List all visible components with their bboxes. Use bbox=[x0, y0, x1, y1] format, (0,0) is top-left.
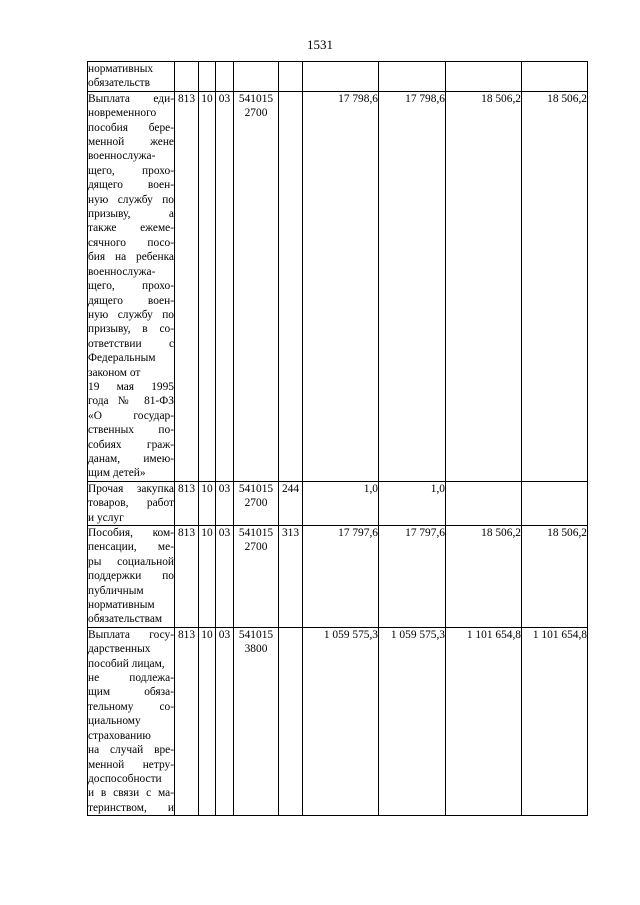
amount-3 bbox=[446, 481, 522, 525]
ministry-code: 813 bbox=[175, 481, 199, 525]
target-article-code: 541015 2700 bbox=[234, 481, 279, 525]
amount-3: 1 101 654,8 bbox=[446, 627, 522, 815]
section-code: 10 bbox=[199, 627, 216, 815]
expense-type-code bbox=[279, 91, 303, 481]
section-code: 10 bbox=[199, 91, 216, 481]
budget-table bbox=[87, 61, 588, 816]
amount-3: 18 506,2 bbox=[446, 91, 522, 481]
page-number: 1531 bbox=[307, 37, 333, 52]
amount-3 bbox=[446, 62, 522, 92]
line-item-name: Пособия, ком- пенсации, ме- ры социальной поддержки по публичным нормативным обязательствам bbox=[88, 527, 174, 626]
expense-type-code bbox=[279, 62, 303, 92]
subsection-code: 03 bbox=[216, 627, 234, 815]
subsection-code: 03 bbox=[216, 526, 234, 628]
line-item-name: Выплата еди- новременного пособия бере- менной жене военнослужа- щего, прохо- дящего воен- ную службу по призыву, а также ежеме- сячного посо- бия на ребенка военнослужа- щего, прохо- дящего воен- ную службу по призыву, в со- ответствии с Федеральным законом от 19 мая 1995 года № 81-ФЗ «О государ- ственных по- собиях граж- данам, имею- щим детей» bbox=[88, 92, 174, 480]
subsection-code: 03 bbox=[216, 91, 234, 481]
target-article-code bbox=[234, 62, 279, 92]
table-row bbox=[88, 91, 588, 481]
ministry-code: 813 bbox=[175, 627, 199, 815]
amount-4: 1 101 654,8 bbox=[522, 627, 588, 815]
table-row bbox=[88, 62, 588, 92]
table-row bbox=[88, 481, 588, 525]
line-item-name: Выплата госу- дарственных пособий лицам, не подлежа- щим обяза- тельному со- циальному страхованию на случай вре- менной нетру- доспособности и в связи с ма- теринством, и bbox=[88, 628, 174, 814]
amount-4: 18 506,2 bbox=[522, 91, 588, 481]
amount-4 bbox=[522, 481, 588, 525]
ministry-code: 813 bbox=[175, 91, 199, 481]
target-article-code: 541015 2700 bbox=[234, 526, 279, 628]
line-item-name: нормативных обязательств bbox=[88, 62, 175, 92]
expense-type-code: 313 bbox=[279, 526, 303, 628]
amount-2: 1 059 575,3 bbox=[379, 627, 446, 815]
amount-1: 17 797,6 bbox=[303, 526, 379, 628]
amount-1: 17 798,6 bbox=[303, 91, 379, 481]
expense-type-code: 244 bbox=[279, 481, 303, 525]
table-row bbox=[88, 526, 588, 628]
amount-4 bbox=[522, 62, 588, 92]
table-row bbox=[88, 627, 588, 815]
target-article-code: 541015 2700 bbox=[234, 91, 279, 481]
section-code: 10 bbox=[199, 481, 216, 525]
target-article-code: 541015 3800 bbox=[234, 627, 279, 815]
amount-3: 18 506,2 bbox=[446, 526, 522, 628]
amount-2: 1,0 bbox=[379, 481, 446, 525]
subsection-code bbox=[216, 62, 234, 92]
amount-1: 1 059 575,3 bbox=[303, 627, 379, 815]
amount-4: 18 506,2 bbox=[522, 526, 588, 628]
section-code: 10 bbox=[199, 526, 216, 628]
amount-2: 17 797,6 bbox=[379, 526, 446, 628]
line-item-name: Прочая закупка товаров, работ и услуг bbox=[88, 482, 174, 524]
ministry-code: 813 bbox=[175, 526, 199, 628]
amount-1: 1,0 bbox=[303, 481, 379, 525]
ministry-code bbox=[175, 62, 199, 92]
subsection-code: 03 bbox=[216, 481, 234, 525]
amount-1 bbox=[303, 62, 379, 92]
amount-2: 17 798,6 bbox=[379, 91, 446, 481]
amount-2 bbox=[379, 62, 446, 92]
section-code bbox=[199, 62, 216, 92]
expense-type-code bbox=[279, 627, 303, 815]
